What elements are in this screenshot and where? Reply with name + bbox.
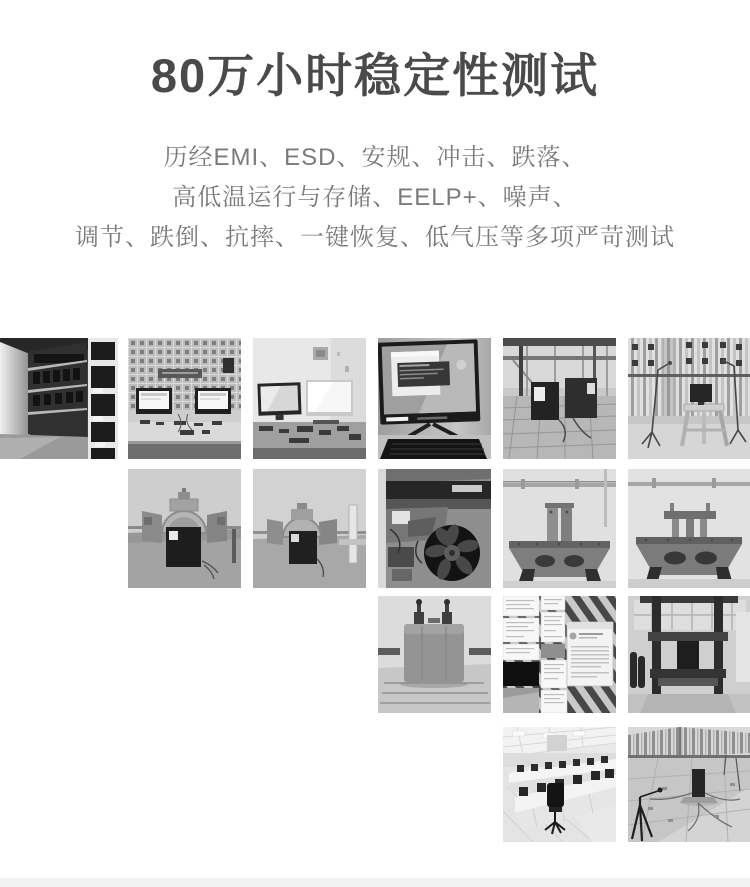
description-line-3: 调节、跌倒、抗摔、一键恢复、低气压等多项严苛测试	[75, 224, 675, 251]
section-title: 80万小时稳定性测试	[150, 49, 600, 102]
photo-anechoic-floor-setup	[628, 727, 750, 842]
section-header	[0, 48, 750, 258]
photo-chassis-internals-fan	[378, 469, 491, 588]
photo-burn-in-room	[0, 338, 118, 459]
next-section-strip	[0, 878, 750, 887]
photo-vibration-clamp-front	[128, 469, 241, 588]
photo-clamped-device	[378, 596, 491, 713]
photo-vibration-clamp-angle	[253, 469, 366, 588]
photo-test-bench-monitors	[253, 338, 366, 459]
photo-shock-test-rig	[503, 338, 616, 459]
photo-shaker-t-fixture	[628, 469, 750, 588]
photo-emc-chamber	[128, 338, 241, 459]
photo-monitor-terminal	[378, 338, 491, 459]
photo-shaker-vertical-fixture	[503, 469, 616, 588]
photo-office-workstations	[503, 727, 616, 842]
photo-tensile-test-tower	[628, 596, 750, 713]
section-description	[0, 138, 750, 258]
description-line-1: 历经EMI、ESD、安规、冲击、跌落、	[163, 144, 587, 171]
description-line-2: 高低温运行与存储、EELP+、噪声、	[172, 184, 578, 211]
photo-test-report-collage	[503, 596, 616, 713]
photo-acoustic-chamber	[628, 338, 750, 459]
